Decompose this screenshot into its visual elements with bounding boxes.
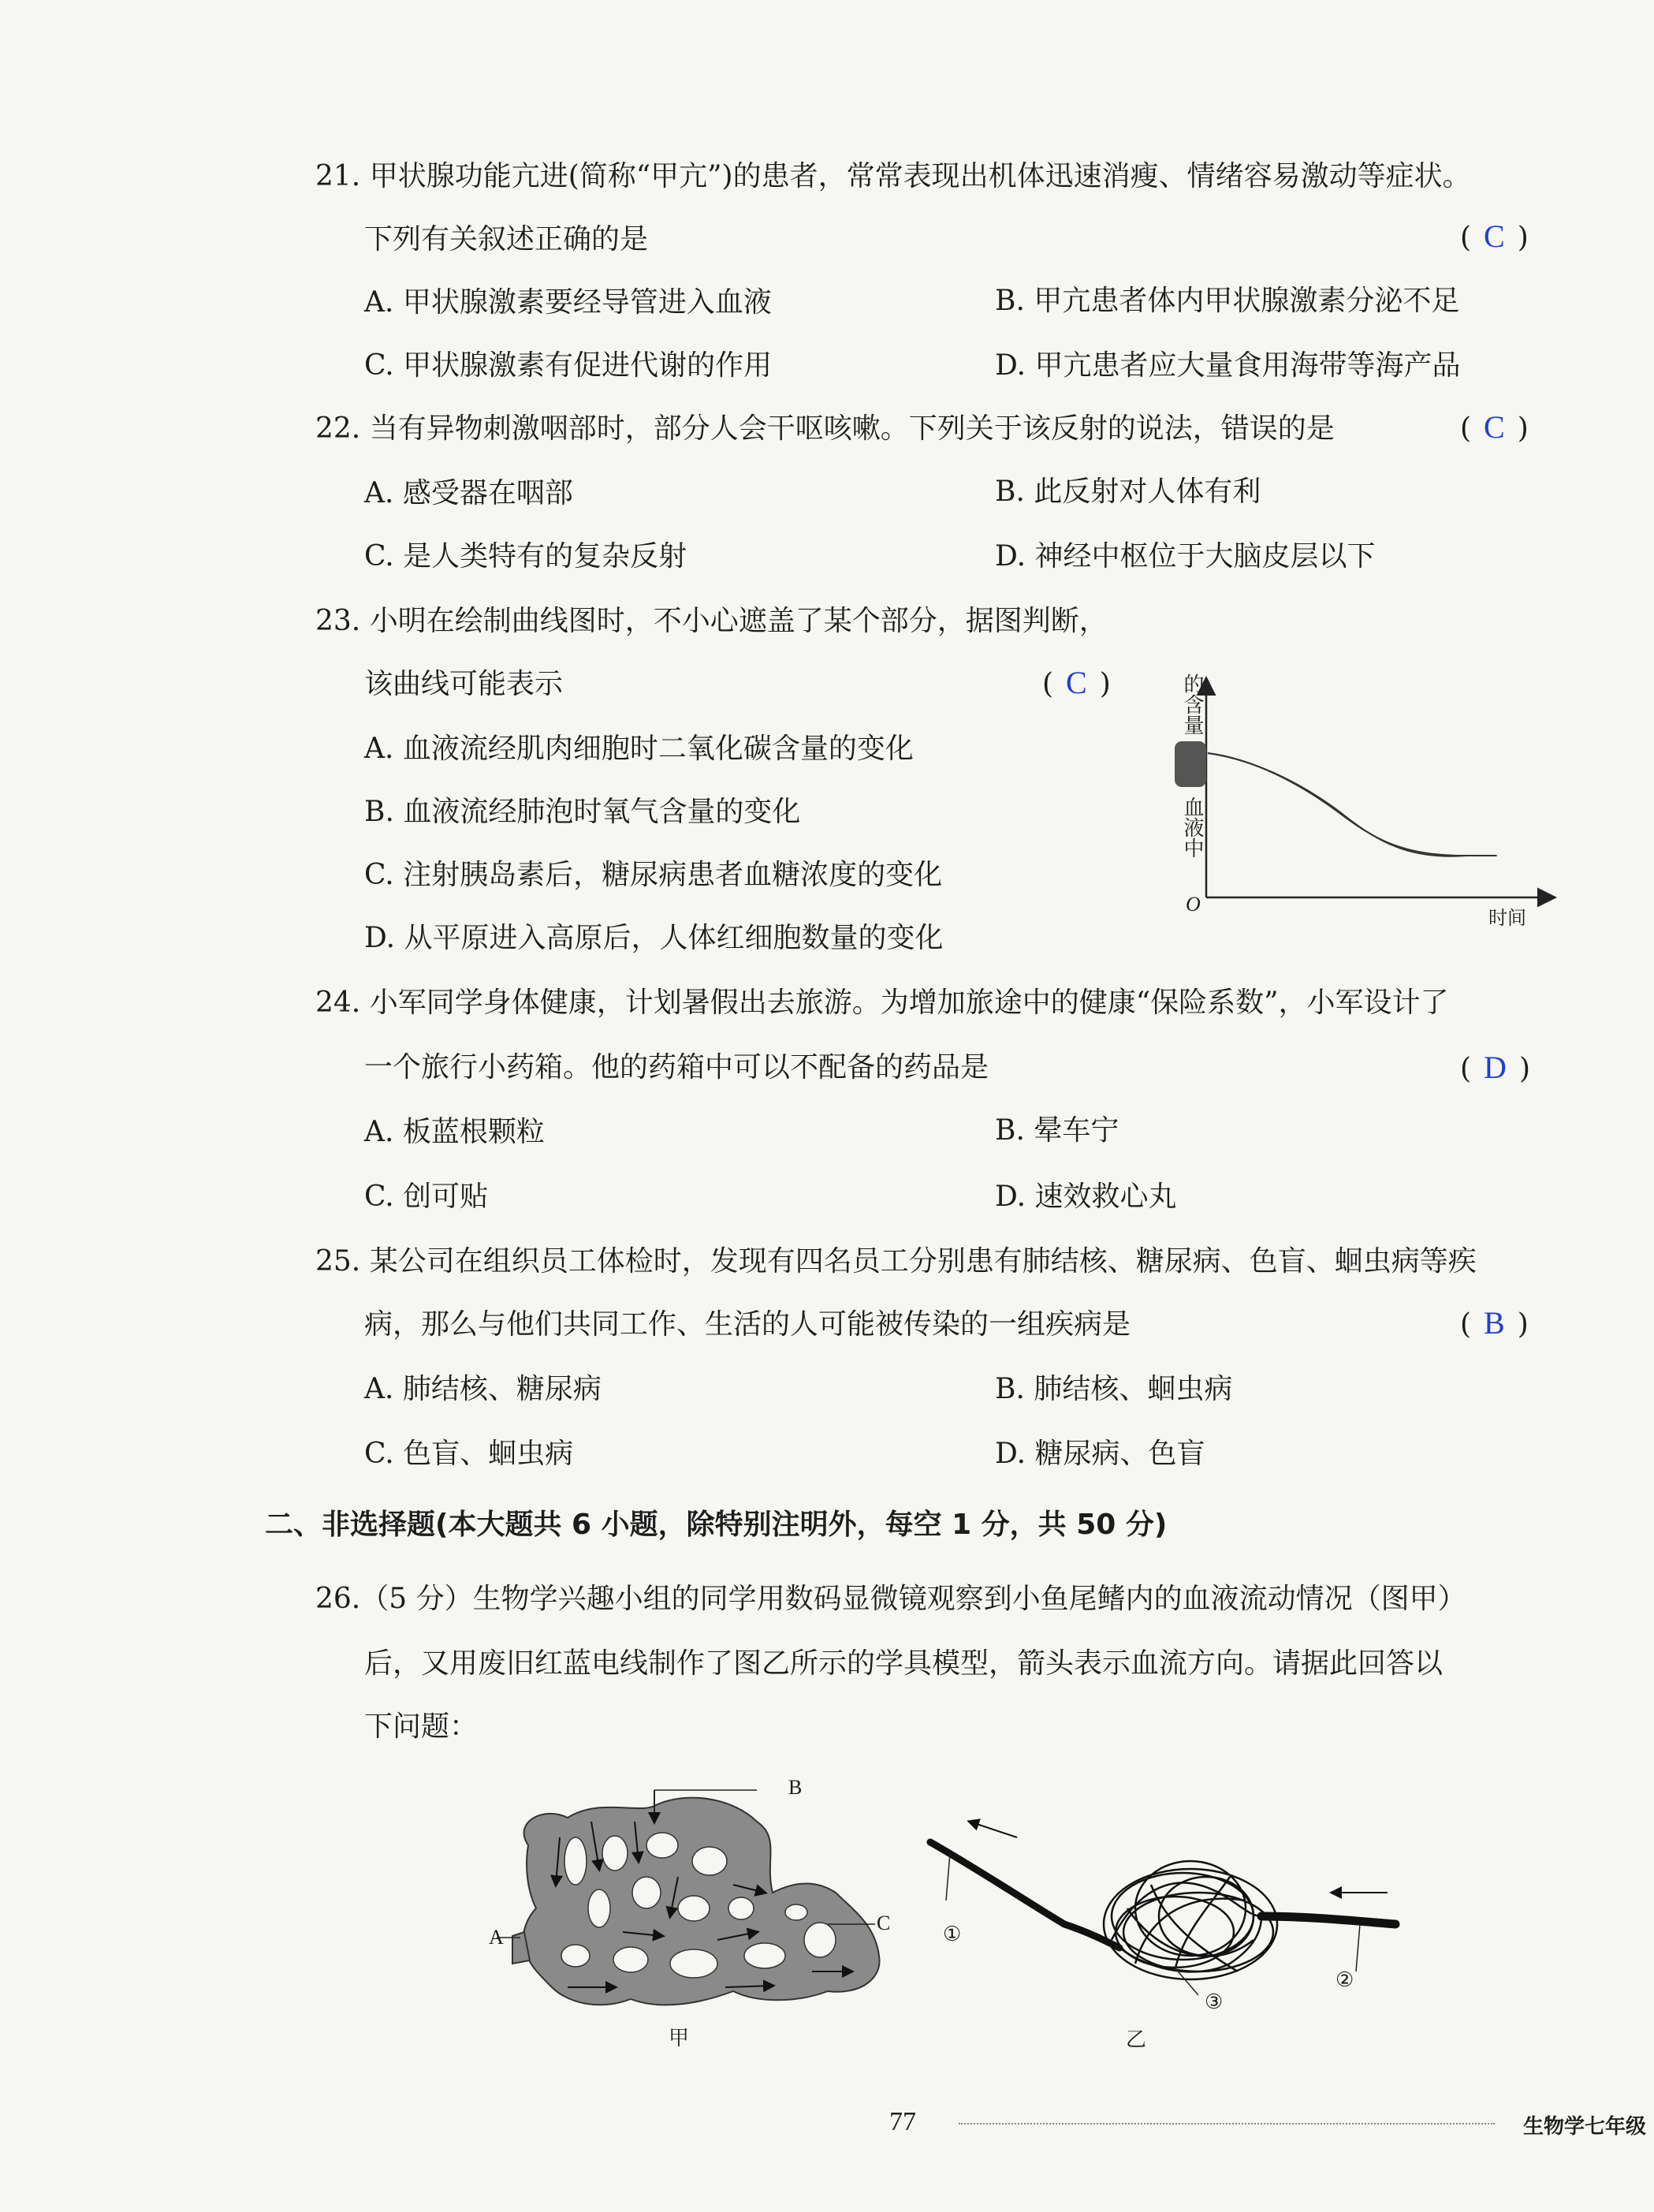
q24-option-a: A. 板蓝根颗粒 [364,1116,545,1148]
figure-jia [481,1774,891,2035]
q25-stem-line1: 25. 某公司在组织员工体检时，发现有四名员工分别患有肺结核、糖尿病、色盲、蛔虫病等疾 [315,1245,1477,1278]
q21-option-c: C. 甲状腺激素有促进代谢的作用 [364,349,773,382]
q25-answer: ( B ) [1460,1305,1529,1341]
graph-ylabel-bottom: 血液中 [1180,796,1204,858]
q23-stem-line2: 该曲线可能表示 [364,668,564,700]
q24-option-d: D. 速效救心丸 [995,1181,1177,1213]
graph-cover-patch [1175,741,1206,787]
q24-stem-line2: 一个旅行小药箱。他的药箱中可以不配备的药品是 [364,1051,989,1084]
q21-option-d: D. 甲亢患者应大量食用海带等海产品 [995,349,1461,382]
q22-option-d: D. 神经中枢位于大脑皮层以下 [995,540,1376,573]
q22-answer: ( C ) [1460,409,1529,445]
q24-option-b: B. 晕车宁 [995,1114,1119,1147]
q26-line3: 下问题： [364,1710,479,1743]
q23-option-a: A. 血液流经肌肉细胞时二氧化碳含量的变化 [364,733,914,765]
footer-subject: 生物学七年级 [1523,2115,1647,2139]
graph-origin: O [1186,893,1201,916]
q24-option-c: C. 创可贴 [364,1181,489,1213]
q22-option-c: C. 是人类特有的复杂反射 [364,540,687,573]
section2-title: 二、非选择题(本大题共 6 小题，除特别注明外，每空 1 分，共 50 分) [265,1509,1168,1541]
q26-line1: 26.（5 分）生物学兴趣小组的同学用数码显微镜观察到小鱼尾鳍内的血液流动情况（图甲） [315,1583,1466,1615]
fig-yi-caption: 乙 [1126,2028,1147,2051]
graph-ylabel-top: 的含量 [1180,673,1204,735]
q22-option-a: A. 感受器在咽部 [364,477,573,509]
q24-stem-line1: 24. 小军同学身体健康，计划暑假出去旅游。为增加旅途中的健康“保险系数”，小军设计了 [315,987,1449,1019]
fig-yi-label-2: ② [1335,1968,1354,1991]
q21-answer: ( C ) [1460,218,1529,254]
q23-option-c: C. 注射胰岛素后，糖尿病患者血糖浓度的变化 [364,859,943,891]
q25-option-b: B. 肺结核、蛔虫病 [995,1373,1233,1405]
fig-jia-label-c: C [877,1912,891,1934]
graph-xlabel: 时间 [1488,907,1526,929]
q23-option-b: B. 血液流经肺泡时氧气含量的变化 [364,796,801,828]
q21-option-a: A. 甲状腺激素要经导管进入血液 [364,286,772,319]
q23-option-d: D. 从平原进入高原后，人体红细胞数量的变化 [364,922,944,954]
graph-curve [1208,753,1466,856]
q25-option-c: C. 色盲、蛔虫病 [364,1438,574,1470]
q21-option-b: B. 甲亢患者体内甲状腺激素分泌不足 [995,285,1460,317]
q22-option-b: B. 此反射对人体有利 [995,476,1261,508]
q25-stem-line2: 病，那么与他们共同工作、生活的人可能被传染的一组疾病是 [364,1308,1131,1341]
q26-line2: 后，又用废旧红蓝电线制作了图乙所示的学具模型，箭头表示血流方向。请据此回答以 [364,1647,1444,1680]
q22-stem-line1: 22. 当有异物刺激咽部时，部分人会干呕咳嗽。下列关于该反射的说法，错误的是 [315,412,1335,445]
fig-jia-caption: 甲 [669,2027,690,2050]
fig-jia-label-b: B [788,1776,803,1799]
q21-stem-line2: 下列有关叙述正确的是 [364,223,649,256]
q24-answer: ( D ) [1460,1050,1530,1085]
footer-dotted-line [959,2123,1495,2124]
fig-jia-label-a: A [489,1926,504,1949]
q21-stem-line1: 21. 甲状腺功能亢进(简称“甲亢”)的患者，常常表现出机体迅速消瘦、情绪容易激动等症状。 [315,160,1471,192]
page-number: 77 [889,2107,916,2136]
q23-stem-line1: 23. 小明在绘制曲线图时，不小心遮盖了某个部分，据图判断， [315,605,1108,637]
fig-yi-label-1: ① [943,1923,962,1945]
q23-graph [1167,662,1577,931]
fig-yi-label-3: ③ [1205,1990,1224,2013]
q25-option-a: A. 肺结核、糖尿病 [364,1373,602,1405]
q23-answer: ( C ) [1042,665,1111,700]
q25-option-d: D. 糖尿病、色盲 [995,1438,1205,1470]
